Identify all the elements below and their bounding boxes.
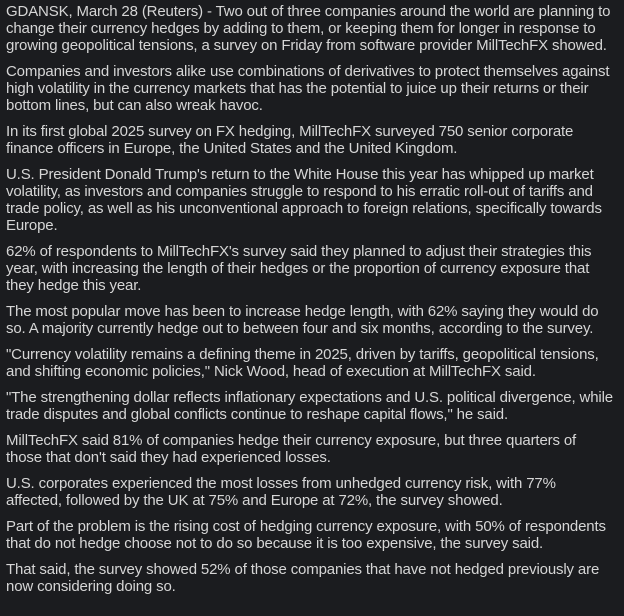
- paragraph-9: MillTechFX said 81% of companies hedge their currency exposure, but three quarters of those that don't said they had experienced losses.: [6, 432, 577, 466]
- paragraph-10: U.S. corporates experienced the most losses from unhedged currency risk, with 77% affected, followed by the UK at 75% and Europe at 72%, the survey showed.: [6, 475, 556, 509]
- paragraph-4: U.S. President Donald Trump's return to the White House this year has whipped up market volatility, as investors and companies struggle to respond to his erratic roll-out of tariffs and trade policy, as well as his unconventional approach to foreign relations, specifically towards Europe.: [6, 166, 602, 234]
- paragraph-7: "Currency volatility remains a defining theme in 2025, driven by tariffs, geopolitical tensions, and shifting economic policies," Nick Wood, head of execution at MillTechFX said.: [6, 346, 599, 380]
- paragraph-6: The most popular move has been to increase hedge length, with 62% saying they would do so. A majority currently hedge out to between four and six months, according to the survey.: [6, 303, 599, 337]
- paragraph-12: That said, the survey showed 52% of those companies that have not hedged previously are now considering doing so.: [6, 561, 600, 595]
- paragraph-2: Companies and investors alike use combinations of derivatives to protect themselves against high volatility in the currency markets that has the potential to juice up their returns or their bottom lines, but can also wreak havoc.: [6, 63, 610, 114]
- paragraph-5: 62% of respondents to MillTechFX's survey said they planned to adjust their strategies this year, with increasing the length of their hedges or the proportion of currency exposure that they hedge this year.: [6, 243, 592, 294]
- paragraph-3: In its first global 2025 survey on FX hedging, MillTechFX surveyed 750 senior corporate finance officers in Europe, the United States and the United Kingdom.: [6, 123, 574, 157]
- paragraph-11: Part of the problem is the rising cost of hedging currency exposure, with 50% of respondents that do not hedge choose not to do so because it is too expensive, the survey said.: [6, 518, 606, 552]
- paragraph-1: GDANSK, March 28 (Reuters) - Two out of three companies around the world are planning to change their currency hedges by adding to them, or keeping them for longer in response to growing geopolitical tensions, a survey on Friday from software provider MillTechFX showed.: [6, 3, 611, 54]
- paragraph-8: "The strengthening dollar reflects inflationary expectations and U.S. political divergence, while trade disputes and global conflicts continue to reshape capital flows," he said.: [6, 389, 613, 423]
